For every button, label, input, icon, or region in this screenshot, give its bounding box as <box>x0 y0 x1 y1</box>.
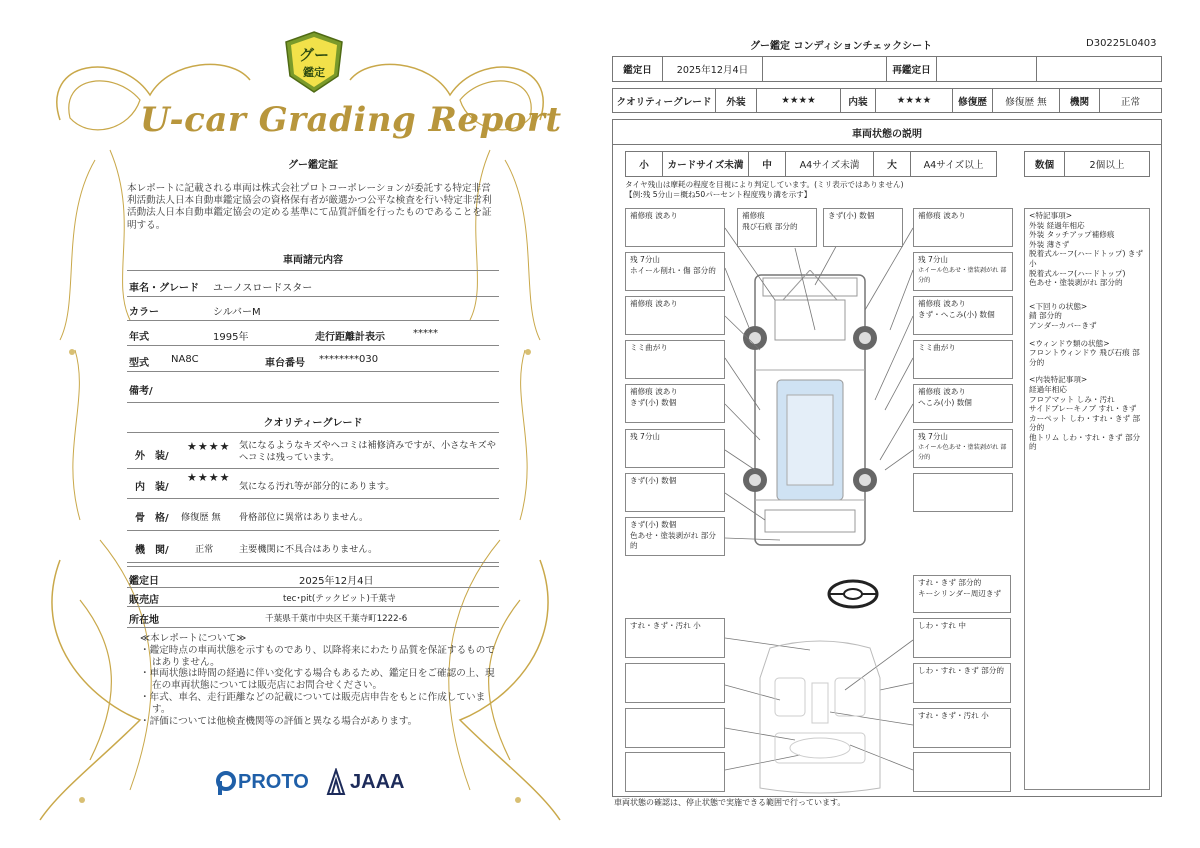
badge-line2: 鑑定 <box>303 66 325 79</box>
tire-note-2: 【例:残 5分山＝概ね50パーセント程度残り溝を示す】 <box>625 190 812 199</box>
size-legend-large: 大 <box>874 152 911 176</box>
note-line: ホイール削れ・傷 部分的 <box>630 265 716 275</box>
note-line: 補修痕 波あり <box>630 387 678 396</box>
reappraisal-label: 再鑑定日 <box>887 57 937 81</box>
interior-item: カーペット しわ・すれ・きず 部分的 <box>1029 413 1141 433</box>
quality-exterior-text: 気になるようなキズやヘコミは補修済みですが、小さなキズやヘコミは残っています。 <box>239 440 496 463</box>
appraisal-date-row <box>127 566 499 588</box>
interior-item: サイドブレーキノブ すれ・きず <box>1029 404 1137 414</box>
report-title: U-car Grading Report <box>140 100 562 140</box>
spec-chassis-value: ********030 <box>319 354 379 365</box>
note-line: きず(小) 数個 <box>630 476 677 485</box>
address-value: 千葉県千葉市中央区千葉寺町1222-6 <box>265 614 408 624</box>
dealer-value: tec･pit(テックピット)千葉寺 <box>283 594 396 604</box>
note-line: 補修痕 波あり <box>630 211 678 220</box>
interior-note-left-3 <box>625 708 725 748</box>
exterior-note-left-7 <box>625 473 725 512</box>
exterior-note-top-1 <box>737 208 817 247</box>
special-item: 脱着式ルーフ(ハードトップ) <box>1029 268 1126 278</box>
spec-row-year <box>127 321 499 346</box>
jaaa-logo: JAAA <box>350 771 405 793</box>
note-line: しわ・すれ 中 <box>918 621 966 630</box>
note-line: キーシリンダー周辺きず <box>918 588 1002 598</box>
spec-mileage-value: ***** <box>413 328 438 339</box>
quality-exterior-stars: ★★★★ <box>187 440 231 453</box>
spec-year-value: 1995年 <box>213 332 249 343</box>
grade-interior-stars: ★★★★ <box>876 89 953 112</box>
exterior-note-top-2 <box>823 208 903 247</box>
interior-note-left-4 <box>625 752 725 792</box>
grade-exterior-label: 外装 <box>716 89 757 112</box>
special-item: 外装 薄さず <box>1029 239 1070 249</box>
note-line: 補修痕 <box>742 211 765 220</box>
spec-remarks-label: 備考/ <box>129 386 153 397</box>
size-legend-small-desc: カードサイズ未満 <box>663 152 749 176</box>
spec-model-value: NA8C <box>171 354 199 365</box>
specs-heading: 車両諸元内容 <box>283 255 343 266</box>
interior-note-right-1 <box>913 618 1011 658</box>
appraisal-date-label: 鑑定日 <box>129 576 159 587</box>
note-line: すれ・きず 部分的 <box>918 578 982 587</box>
exterior-note-left-6 <box>625 429 725 468</box>
quality-row-exterior <box>127 432 499 469</box>
exterior-note-left-8 <box>625 517 725 556</box>
spec-year-label: 年式 <box>129 332 149 343</box>
size-legend-medium: 中 <box>749 152 786 176</box>
condition-check-sheet <box>600 0 1200 848</box>
special-title: <特記事項> <box>1029 211 1073 220</box>
interior-note-right-4 <box>913 752 1011 792</box>
report-notes <box>140 633 495 727</box>
note-line: 色あせ・塗装剥がれ 部分的 <box>630 530 716 550</box>
condition-heading: 車両状態の説明 <box>613 120 1161 145</box>
special-item: 外装 タッチアップ補修痕 <box>1029 230 1115 240</box>
note-line: きず・へこみ(小) 数個 <box>918 309 995 319</box>
quality-frame-value: 修復歴 無 <box>181 512 221 523</box>
exterior-note-right-1 <box>913 208 1013 247</box>
interior-note-right-2 <box>913 663 1011 703</box>
exterior-note-right-2 <box>913 252 1013 291</box>
date-label: 鑑定日 <box>613 57 663 81</box>
special-item: 脱着式ルーフ(ハードトップ) きず 小 <box>1029 249 1144 268</box>
spec-row-remarks <box>127 372 499 403</box>
quality-frame-label: 骨 格/ <box>135 513 169 524</box>
note-line: へこみ(小) 数個 <box>918 397 972 407</box>
note-line: 残 7分山 <box>918 255 949 264</box>
quality-row-frame <box>127 499 499 531</box>
proto-logo-icon <box>215 770 237 796</box>
quality-interior-label: 内 装/ <box>135 482 169 493</box>
spec-mileage-label: 走行距離計表示 <box>315 332 385 343</box>
special-item: 色あせ・塗装剥がれ 部分的 <box>1029 278 1123 288</box>
size-legend-medium-desc: A4サイズ未満 <box>786 152 874 176</box>
exterior-note-left-1 <box>625 208 725 247</box>
spec-chassis-label: 車台番号 <box>265 358 305 369</box>
summary-column <box>1024 208 1150 790</box>
jaaa-logo-icon <box>326 768 346 796</box>
grade-label: クオリティーグレード <box>613 89 716 112</box>
note-line: 残 7分山 <box>918 432 949 441</box>
badge-line1: グー <box>298 46 330 64</box>
certificate-heading: グー鑑定証 <box>288 160 338 171</box>
interior-item: 他トリム しわ・すれ・きず 部分的 <box>1029 432 1141 452</box>
grade-exterior-stars: ★★★★ <box>757 89 841 112</box>
note-line: 補修痕 波あり <box>918 299 966 308</box>
note-item: ・車両状態は時間の経過に伴い変化する場合もあるため、鑑定日をご確認の上、現在の車両状態については販売店にお問合せください。 <box>140 668 495 692</box>
grade-engine-label: 機関 <box>1060 89 1100 112</box>
interior-item: フロアマット しみ・汚れ <box>1029 394 1115 404</box>
dealer-label: 販売店 <box>129 595 159 606</box>
interior-car-diagram <box>750 638 890 798</box>
under-item: アンダーカバーきず <box>1029 320 1097 330</box>
proto-logo: PROTO <box>238 771 309 793</box>
note-line: すれ・きず・汚れ 小 <box>630 621 701 630</box>
under-item: 錆 部分的 <box>1029 311 1062 321</box>
exterior-note-left-4 <box>625 340 725 379</box>
grade-repair-label: 修復歴 <box>953 89 993 112</box>
quality-exterior-label: 外 装/ <box>135 451 169 462</box>
note-line: 残 7分山 <box>630 432 661 441</box>
quality-frame-text: 骨格部位に異常はありません。 <box>239 512 369 523</box>
note-item: ・評価については他検査機関等の評価と異なる場合があります。 <box>140 715 418 727</box>
note-item: ・年式、車名、走行距離などの記載については販売店申告をもとに作成しています。 <box>140 691 486 715</box>
note-line: 飛び石痕 部分的 <box>742 221 798 231</box>
exterior-note-right-7 <box>913 473 1013 512</box>
exterior-note-right-6 <box>913 429 1013 468</box>
quality-heading: クオリティーグレード <box>263 418 363 429</box>
note-item: ・鑑定時点の車両状態を示すものであり、以降将来にわたり品質を保証するものではありません。 <box>140 644 495 668</box>
note-line: きず(小) 数個 <box>630 397 677 407</box>
note-line: ホイール色あせ・塗装剥がれ 部分的 <box>918 266 1007 284</box>
sheet-title: グー鑑定 コンディションチェックシート <box>750 41 933 52</box>
exterior-note-left-3 <box>625 296 725 335</box>
steering-wheel-icon <box>826 578 880 610</box>
interior-item: 経過年相応 <box>1029 384 1067 394</box>
special-item: 外装 経過年相応 <box>1029 220 1085 230</box>
quality-interior-stars: ★★★★ <box>187 471 231 484</box>
goo-appraisal-badge-icon <box>282 30 346 94</box>
spec-model-label: 型式 <box>129 358 149 369</box>
tire-note-1: タイヤ残山は摩耗の程度を目視により判定しています。(ミリ表示ではありません) <box>625 180 904 189</box>
interior-note-left-2 <box>625 663 725 703</box>
notes-title: ≪本レポートについて≫ <box>140 633 247 644</box>
spec-name-value: ユーノスロードスター <box>213 283 313 294</box>
quality-row-interior <box>127 468 499 499</box>
size-legend-small: 小 <box>626 152 663 176</box>
exterior-note-right-4 <box>913 340 1013 379</box>
note-line: 補修痕 波あり <box>918 211 966 220</box>
quality-engine-label: 機 関/ <box>135 545 169 556</box>
exterior-note-left-2 <box>625 252 725 291</box>
interior-note-left-1 <box>625 618 725 658</box>
under-title: <下回りの状態> <box>1029 301 1088 311</box>
grade-engine-value: 正常 <box>1120 96 1141 108</box>
note-line: 残 7分山 <box>630 255 661 264</box>
interior-note-right-3 <box>913 708 1011 748</box>
spec-color-label: カラー <box>129 307 159 318</box>
quality-row-engine <box>127 531 499 563</box>
date-value: 2025年12月4日 <box>663 57 763 81</box>
note-line: ホイール色あせ・塗装剥がれ 部分的 <box>918 443 1007 461</box>
note-line: きず(小) 数個 <box>630 520 677 529</box>
window-item: フロントウィンドウ 飛び石痕 部分的 <box>1029 348 1140 367</box>
address-label: 所在地 <box>129 615 159 626</box>
certificate-intro: 本レポートに記載される車両は株式会社プロトコーポレーションが委託する特定非営利活動法人日本自動車鑑定協会の資格保有者が厳選かつ公平な検査を行い特定非営利活動法人日本自動車鑑定協会の定める基準にて品質評価を行ったものであることを証明する。 <box>127 183 492 231</box>
note-line: ミミ曲がり <box>918 343 956 352</box>
exterior-note-right-3 <box>913 296 1013 335</box>
note-line: 補修痕 波あり <box>630 299 678 308</box>
sheet-code: D30225L0403 <box>1086 38 1157 49</box>
exterior-note-right-5 <box>913 384 1013 423</box>
spec-row-model <box>127 346 499 372</box>
note-line: ミミ曲がり <box>630 343 668 352</box>
address-row <box>127 607 499 628</box>
count-value: 2個以上 <box>1089 160 1125 171</box>
quality-engine-value: 正常 <box>195 544 214 555</box>
note-line: しわ・すれ・きず 部分的 <box>918 666 1004 675</box>
grade-interior-label: 内装 <box>841 89 876 112</box>
dealer-row <box>127 587 499 607</box>
note-line: すれ・きず・汚れ 小 <box>918 711 989 720</box>
appraisal-date-value: 2025年12月4日 <box>299 576 374 587</box>
spec-name-label: 車名・グレード <box>129 283 199 294</box>
steering-note <box>913 575 1011 613</box>
note-line: 補修痕 波あり <box>918 387 966 396</box>
interior-title: <内装特記事項> <box>1029 375 1088 385</box>
size-legend-large-desc: A4サイズ以上 <box>923 160 984 171</box>
sheet-footer: 車両状態の確認は、停止状態で実施できる範囲で行っています。 <box>614 798 846 807</box>
quality-interior-text: 気になる汚れ等が部分的にあります。 <box>239 481 395 492</box>
note-line: きず(小) 数個 <box>828 211 875 220</box>
spec-row-color <box>127 296 499 321</box>
count-label: 数個 <box>1025 152 1065 176</box>
spec-color-value: シルバーM <box>213 307 261 318</box>
window-title: <ウィンドウ類の状態> <box>1029 338 1110 348</box>
quality-engine-text: 主要機関に不具合はありません。 <box>239 544 378 555</box>
spec-row-name <box>127 270 499 297</box>
grade-repair-value: 修復歴 無 <box>993 89 1060 112</box>
exterior-note-left-5 <box>625 384 725 423</box>
